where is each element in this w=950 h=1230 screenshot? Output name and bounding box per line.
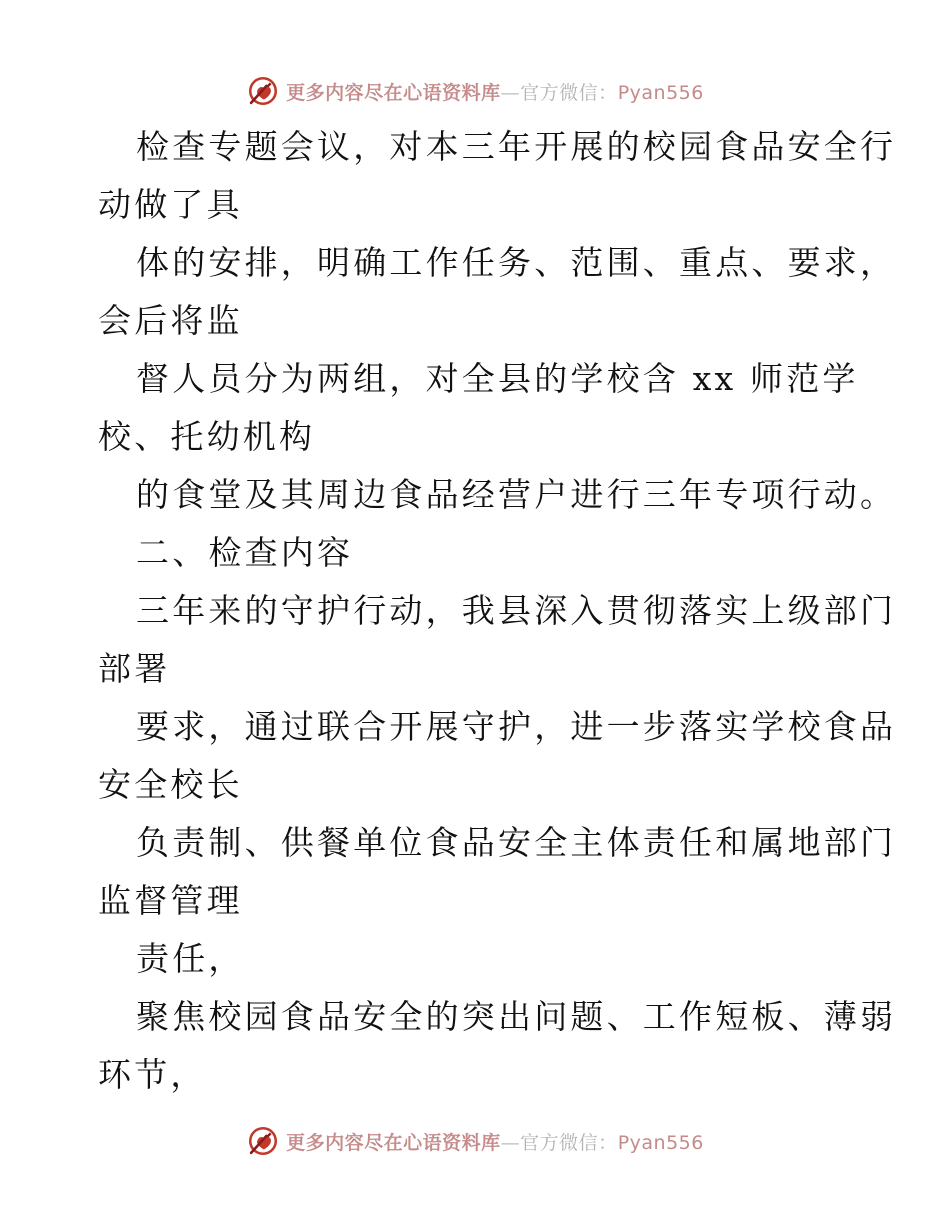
paragraph <box>98 466 897 524</box>
text-line: 监督管理 <box>98 881 243 920</box>
text-line: 检查专题会议，对本三年开展的校园食品安全行 <box>136 127 897 166</box>
watermark-separator: — <box>500 1131 521 1154</box>
watermark-text <box>286 1128 704 1155</box>
text-line: 聚焦校园食品安全的突出问题、工作短板、薄弱 <box>136 997 897 1036</box>
text-line: 三年来的守护行动，我县深入贯彻落实上级部门 <box>136 591 897 630</box>
paragraph <box>98 234 897 350</box>
watermark-wechat-id: Pyan556 <box>617 1131 704 1154</box>
paragraph <box>98 582 897 698</box>
text-line: 环节， <box>98 1055 207 1094</box>
text-line: 动做了具 <box>98 185 243 224</box>
watermark-brand: 更多内容尽在心语资料库 <box>286 81 501 104</box>
paragraph <box>98 930 858 988</box>
watermark-separator: — <box>500 81 521 104</box>
text-line: 部署 <box>98 649 171 688</box>
paragraph <box>98 698 897 814</box>
text-line: 二、检查内容 <box>136 533 354 572</box>
text-line: 的食堂及其周边食品经营户进行三年专项行动。 <box>136 475 897 514</box>
watermark-wechat-id: Pyan556 <box>617 81 704 104</box>
document-body <box>98 118 897 1104</box>
text-line: 责任， <box>136 939 245 978</box>
text-line: 要求，通过联合开展守护，进一步落实学校食品 <box>136 707 897 746</box>
text-line: 体的安排，明确工作任务、范围、重点、要求， <box>136 243 897 282</box>
paragraph <box>98 988 897 1104</box>
text-line: 督人员分为两组，对全县的学校含 xx 师范学 <box>136 359 859 398</box>
text-line: 会后将监 <box>98 301 243 340</box>
heart-pen-logo-icon <box>246 1124 280 1158</box>
text-line: 校、托幼机构 <box>98 417 316 456</box>
heart-pen-logo-icon <box>246 74 280 108</box>
paragraph <box>98 814 897 930</box>
text-line: 安全校长 <box>98 765 243 804</box>
watermark-text <box>286 78 704 105</box>
section-heading <box>98 524 858 582</box>
text-line: 负责制、供餐单位食品安全主体责任和属地部门 <box>136 823 897 862</box>
watermark-official-label: 官方微信： <box>520 1131 618 1154</box>
header-watermark <box>0 71 950 111</box>
footer-watermark <box>0 1121 950 1161</box>
paragraph <box>98 350 858 466</box>
watermark-official-label: 官方微信： <box>520 81 618 104</box>
watermark-brand: 更多内容尽在心语资料库 <box>286 1131 501 1154</box>
paragraph <box>98 118 897 234</box>
